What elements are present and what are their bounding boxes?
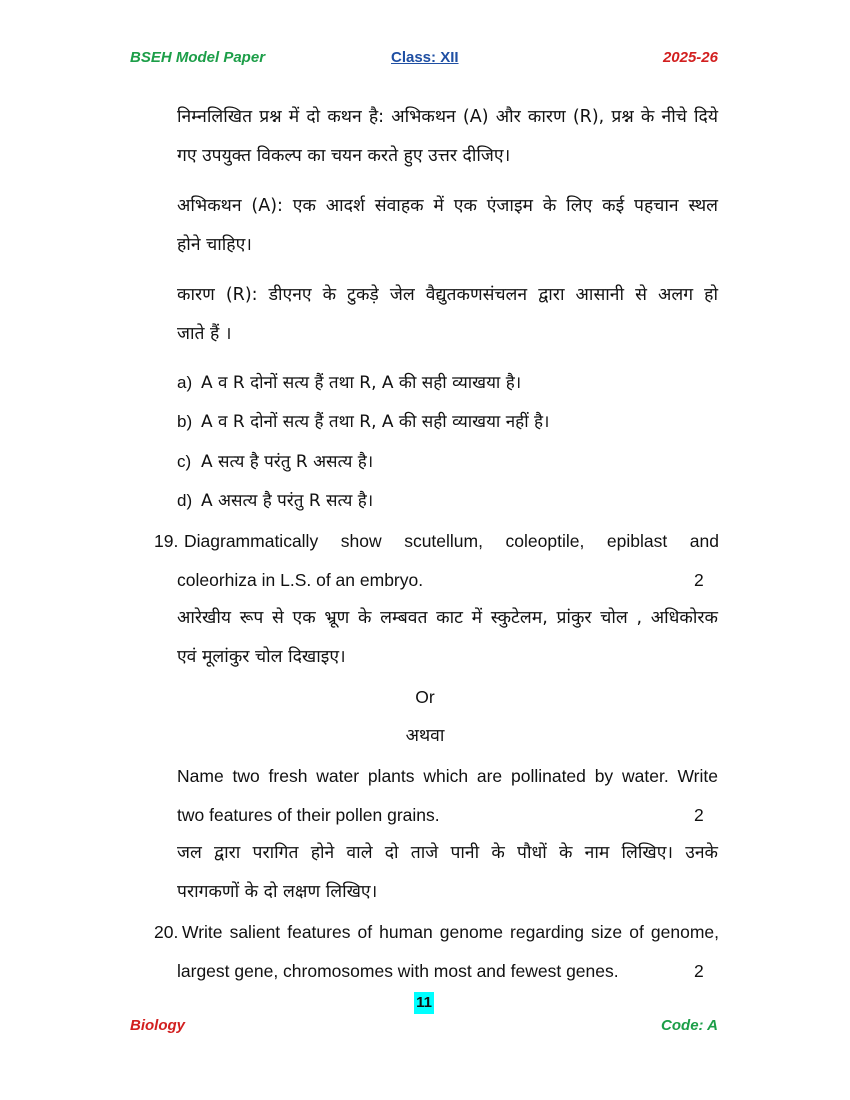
q19-number: 19. <box>154 531 179 551</box>
q18-reason-line-1: कारण (R): डीएनए के टुकड़े जेल वैद्युतकणसंचलन द्वारा आसानी से अलग हो <box>177 285 718 305</box>
option-text: A व R दोनों सत्य हैं तथा R, A की सही व्याखया नहीं है। <box>201 412 550 432</box>
or-separator-hi: अथवा <box>405 726 445 746</box>
q19-hi-line-2: एवं मूलांकुर चोल दिखाइए। <box>177 647 346 667</box>
q20-en-line-2: largest gene, chromosomes with most and fewest genes. <box>177 961 619 981</box>
q19-marks: 2 <box>694 570 704 590</box>
q18-option-d <box>177 490 373 512</box>
q19-alt-en-line-1: Name two fresh water plants which are pollinated by water. Write <box>177 766 718 786</box>
option-text: A असत्य है परंतु R सत्य है। <box>201 491 374 511</box>
q19-en-line-2: coleorhiza in L.S. of an embryo. <box>177 570 424 590</box>
option-label: a) <box>177 373 193 392</box>
q18-option-b <box>177 411 549 433</box>
q18-assertion-line-2: होने चाहिए। <box>177 235 252 255</box>
option-label: d) <box>177 491 193 510</box>
q19-hi-line-1: आरेखीय रूप से एक भ्रूण के लम्बवत काट में स्कुटेलम, प्रांकुर चोल , अधिकोरक <box>177 608 718 628</box>
option-text: A सत्य है परंतु R असत्य है। <box>201 452 374 472</box>
q18-assertion-line-1: अभिकथन (A): एक आदर्श संवाहक में एक एंजाइम के लिए कई पहचान स्थल <box>177 196 718 216</box>
header-paper-title: BSEH Model Paper <box>130 49 266 66</box>
header-session: 2025-26 <box>662 49 718 66</box>
q18-option-a <box>177 372 521 394</box>
header-class: Class: XII <box>391 49 459 66</box>
q19-alt-hi-line-1: जल द्वारा परागित होने वाले दो ताजे पानी के पौधों के नाम लिखिए। उनके <box>177 843 718 863</box>
or-separator-en: Or <box>415 687 435 707</box>
q18-option-c <box>177 451 373 473</box>
footer-subject: Biology <box>130 1017 185 1034</box>
q20-en-line-1: Write salient features of human genome regarding size of genome, <box>182 922 719 942</box>
q20-marks: 2 <box>694 961 704 981</box>
q18-intro-line-2: गए उपयुक्त विकल्प का चयन करते हुए उत्तर दीजिए। <box>177 146 511 166</box>
option-label: b) <box>177 412 193 431</box>
option-text: A व R दोनों सत्य हैं तथा R, A की सही व्याखया है। <box>201 373 522 393</box>
q19-alt-marks: 2 <box>694 805 704 825</box>
q20-number: 20. <box>154 922 179 942</box>
q18-reason-line-2: जाते हैं । <box>177 324 232 344</box>
q19-en-line-1: Diagrammatically show scutellum, coleoptile, epiblast and <box>184 531 719 551</box>
footer-code: Code: A <box>661 1017 718 1034</box>
q19-alt-hi-line-2: परागकणों के दो लक्षण लिखिए। <box>177 882 378 902</box>
option-label: c) <box>177 452 192 471</box>
page-number: 11 <box>414 992 434 1014</box>
q19-alt-en-line-2: two features of their pollen grains. <box>177 805 440 825</box>
q18-intro-line-1: निम्नलिखित प्रश्न में दो कथन है: अभिकथन (A) और कारण (R), प्रश्न के नीचे दिये <box>177 107 718 127</box>
